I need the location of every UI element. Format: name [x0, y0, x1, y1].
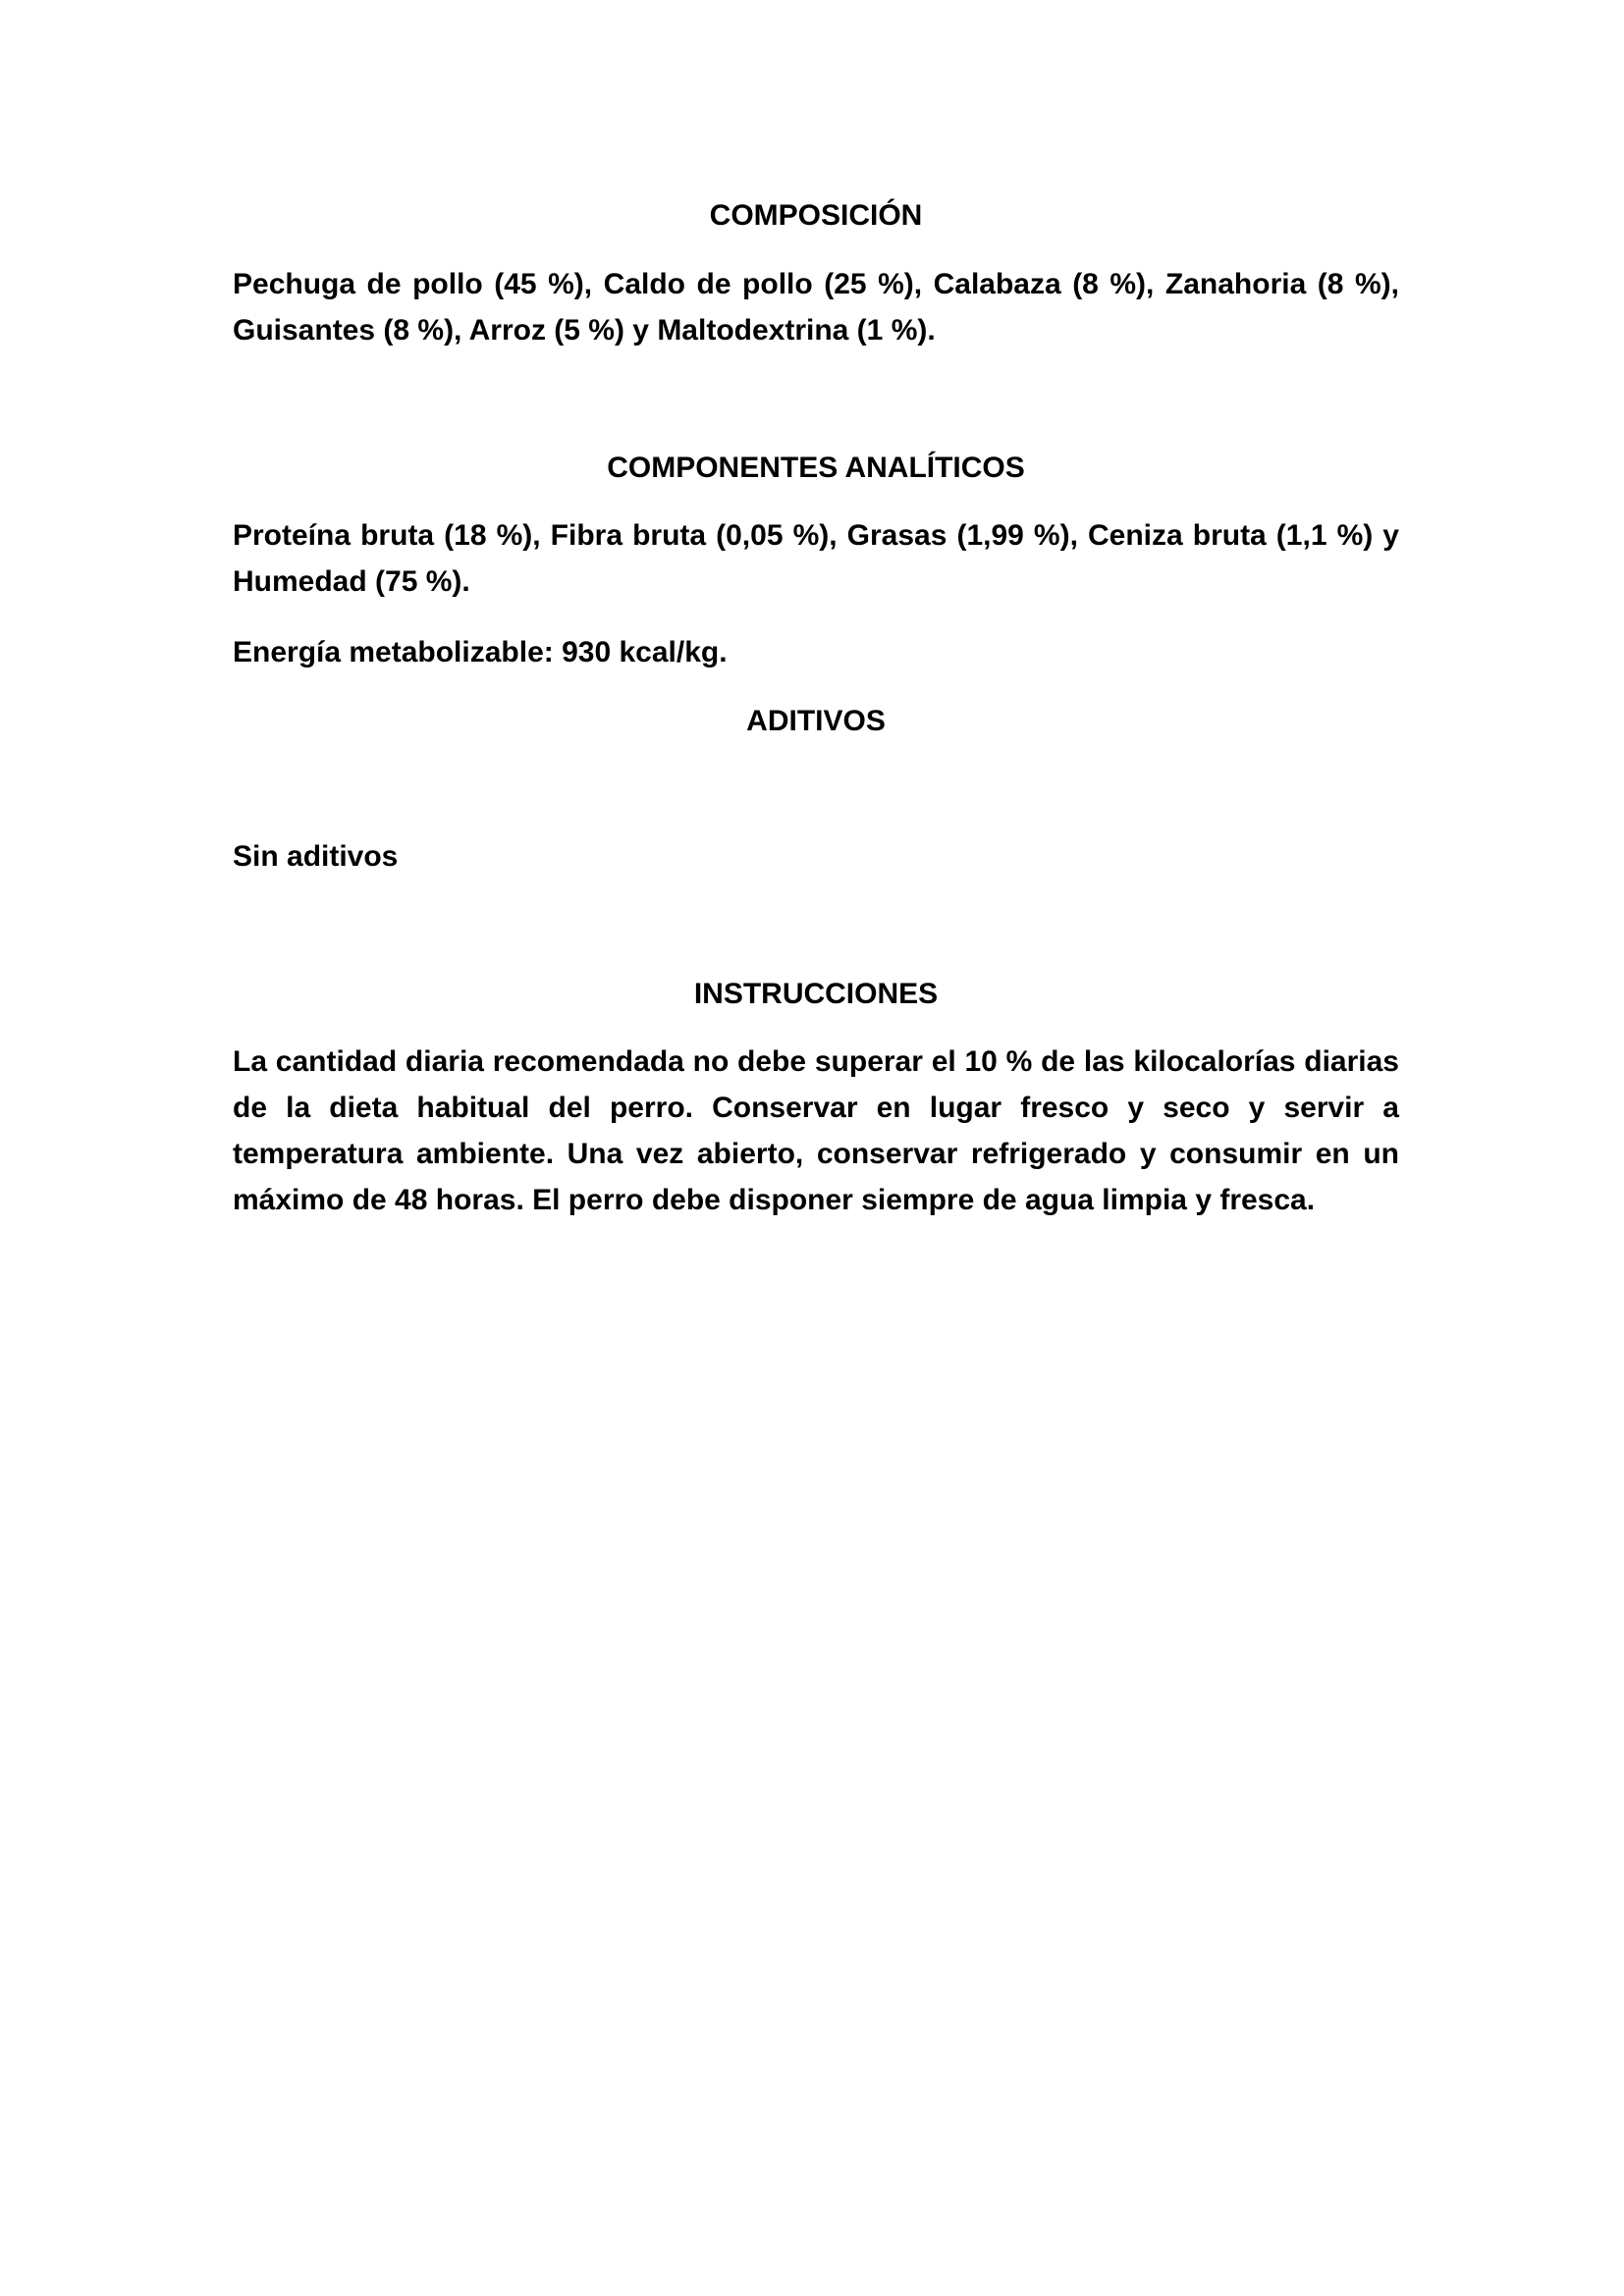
energia-metabolizable: Energía metabolizable: 930 kcal/kg.	[233, 636, 728, 668]
componentes-analiticos-text: Proteína bruta (18 %), Fibra bruta (0,05 %), Grasas (1,99 %), Ceniza bruta (1,1 %) y Humedad (75 %).	[233, 519, 1399, 598]
instrucciones-heading: INSTRUCCIONES	[693, 978, 939, 1010]
composicion-heading: COMPOSICIÓN	[709, 199, 923, 232]
aditivos-text: Sin aditivos	[233, 840, 399, 873]
instrucciones-text: La cantidad diaria recomendada no debe superar el 10 % de las kilocalorías diarias de la dieta habitual del perro. Conservar en lugar fresco y seco y servir a temperatura ambiente. Una vez abierto, conservar refrigerado y consumir en un máximo de 48 horas. El perro debe disponer siempre de agua limpia y fresca.	[233, 1045, 1399, 1216]
composicion-text: Pechuga de pollo (45 %), Caldo de pollo (25 %), Calabaza (8 %), Zanahoria (8 %), Guisantes (8 %), Arroz (5 %) y Maltodextrina (1 %).	[233, 268, 1399, 347]
aditivos-heading: ADITIVOS	[746, 705, 886, 737]
componentes-analiticos-heading: COMPONENTES ANALÍTICOS	[607, 452, 1025, 484]
